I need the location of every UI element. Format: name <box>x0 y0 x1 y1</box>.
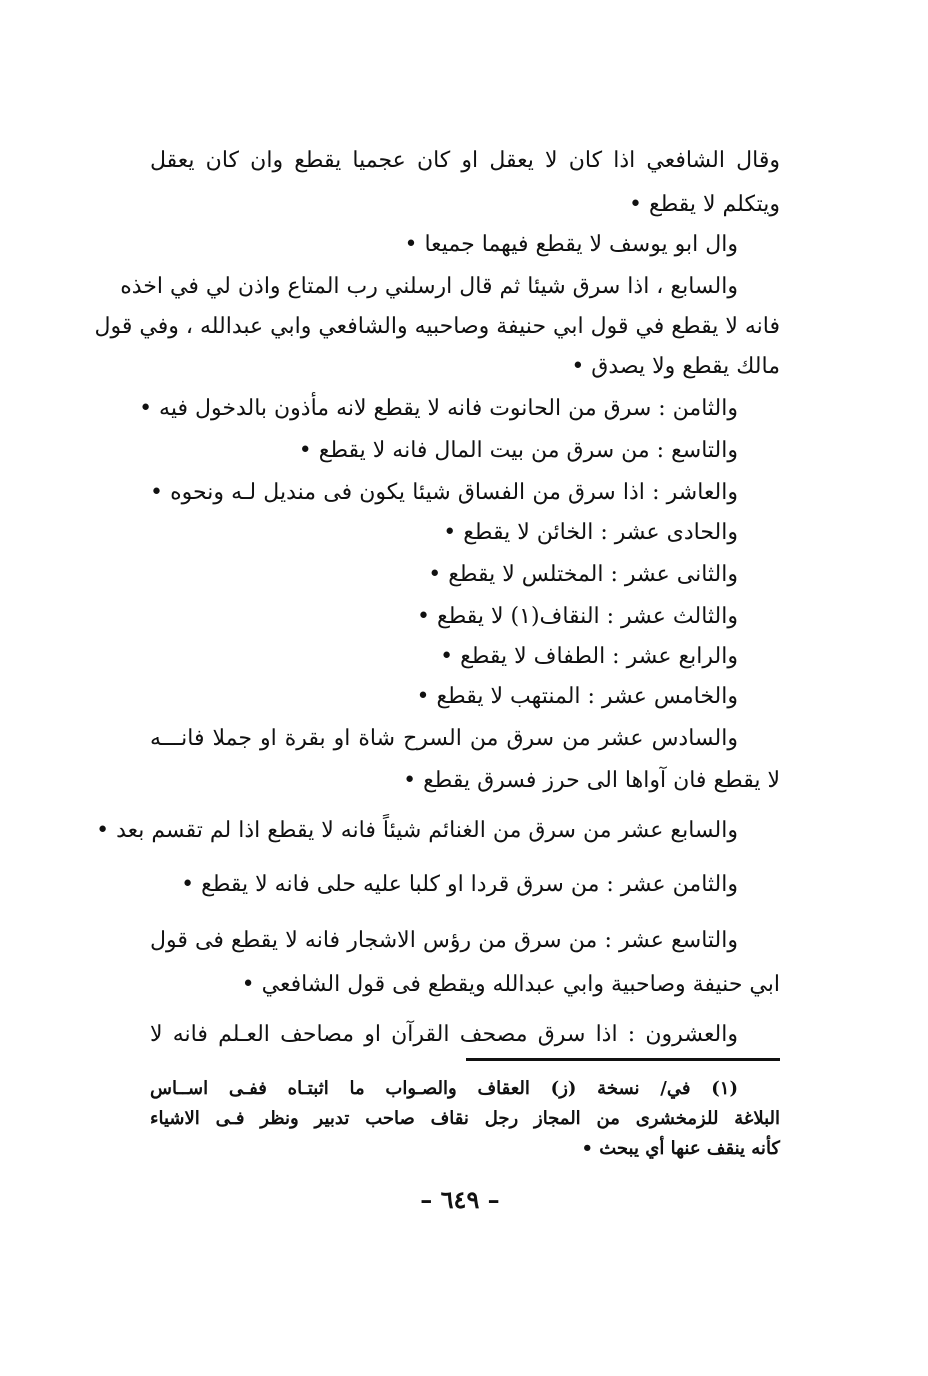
text-line: فانه لا يقطع في قول ابي حنيفة وصاحبيه والشافعي وابي عبدالله ، وفي قول <box>94 314 780 339</box>
footnote-line: كأنه ينقف عنها أي يبحث • <box>581 1138 780 1159</box>
footnote-separator <box>466 1058 780 1061</box>
text-line: ابي حنيفة وصاحبية وابي عبدالله ويقطع فى قول الشافعي • <box>241 972 780 997</box>
text-line: والرابع عشر : الطفاف لا يقطع • <box>440 644 738 669</box>
text-line: والتاسع عشر : من سرق من رؤس الاشجار فانه لا يقطع فى قول <box>150 928 738 953</box>
text-line: وقال الشافعي اذا كان لا يعقل او كان عجميا يقطع وان كان يعقل <box>150 148 780 173</box>
footnote-line: (١) في/ نسخة (ز) العقاف والصـواب ما اثبتـاه ففـى اســاس <box>150 1078 738 1099</box>
text-line: والسادس عشر من سرق من السرح شاة او بقرة او جملا فانـــه <box>150 726 738 751</box>
text-line: والثانى عشر : المختلس لا يقطع • <box>428 562 738 587</box>
text-line: والسابع عشر من سرق من الغنائم شيئاً فانه لا يقطع اذا لم تقسم بعد • <box>96 818 738 843</box>
text-line: والعشرون : اذا سرق مصحف القرآن او مصاحف العـلم فانه لا <box>150 1022 738 1047</box>
text-line: والثامن عشر : من سرق قردا او كلبا عليه حلى فانه لا يقطع • <box>181 872 738 897</box>
text-line: لا يقطع فان آواها الى حرز فسرق يقطع • <box>403 768 780 793</box>
text-line: والسابع ، اذا سرق شيئا ثم قال ارسلني رب المتاع واذن لي في اخذه <box>120 274 738 299</box>
text-line: والثامن : سرق من الحانوت فانه لا يقطع لانه مأذون بالدخول فيه • <box>139 396 738 421</box>
footnote-line: البلاغة للزمخشرى من المجاز رجل نقاف صاحب تدبير ونظر فـى الاشياء <box>150 1108 780 1129</box>
text-line: والحادى عشر : الخائن لا يقطع • <box>443 520 738 545</box>
text-line: مالك يقطع ولا يصدق • <box>571 354 780 379</box>
text-line: والتاسع : من سرق من بيت المال فانه لا يقطع • <box>298 438 738 463</box>
text-line: ويتكلم لا يقطع • <box>629 192 780 217</box>
text-line: والعاشر : اذا سرق من الفساق شيئا يكون فى منديل لـه ونحوه • <box>150 480 738 505</box>
text-line: والخامس عشر : المنتهب لا يقطع • <box>416 684 738 709</box>
page-number: – ٦٤٩ – <box>420 1185 500 1214</box>
text-line: والثالث عشر : النقاف(١) لا يقطع • <box>417 604 738 629</box>
text-line: وال ابو يوسف لا يقطع فيهما جميعا • <box>404 232 738 257</box>
